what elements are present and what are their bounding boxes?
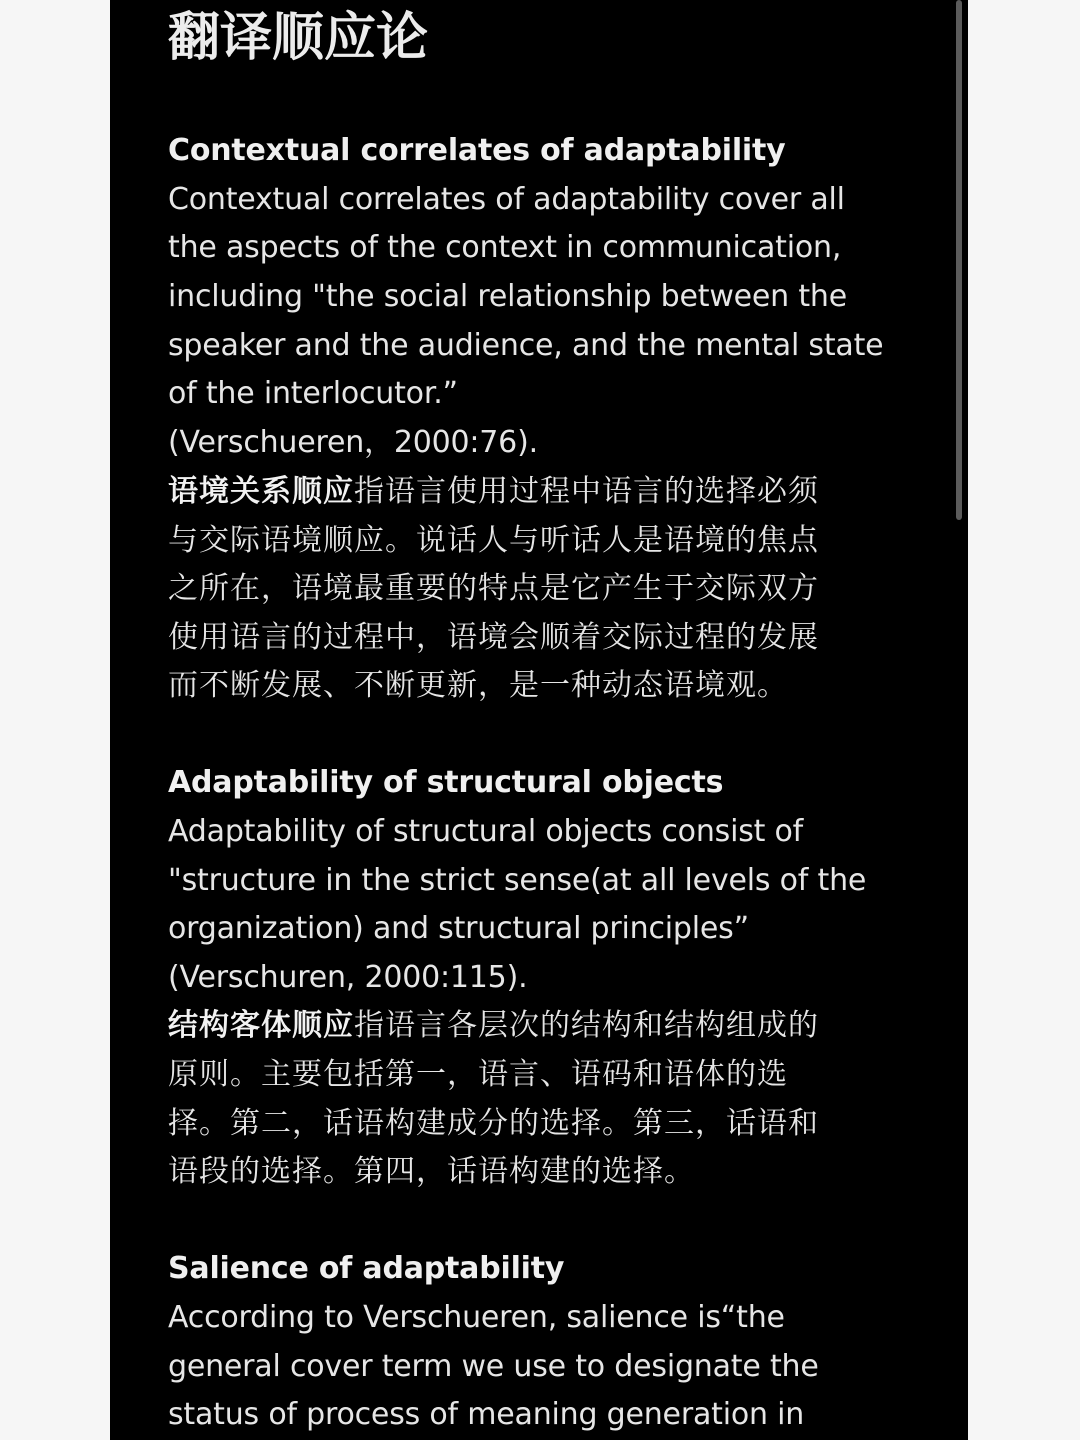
chinese-term-bold: 语境关系顺应 <box>168 474 354 509</box>
note-title: 翻译顺应论 <box>168 8 429 68</box>
chinese-text-line: 择。第二，话语构建成分的选择。第三，话语和 <box>168 1106 819 1141</box>
chinese-paragraph-first-line <box>168 468 819 516</box>
chinese-text: 指语言各层次的结构和结构组成的 <box>354 1008 819 1043</box>
vertical-scrollbar[interactable] <box>956 0 962 520</box>
section-heading-salience: Salience of adaptability <box>168 1251 565 1286</box>
note-screen[interactable] <box>110 0 968 1440</box>
chinese-term-bold: 结构客体顺应 <box>168 1008 354 1043</box>
chinese-text: 指语言使用过程中语言的选择必须 <box>354 474 819 509</box>
chinese-paragraph-first-line <box>168 1002 819 1050</box>
section-heading-structural-objects: Adaptability of structural objects <box>168 765 724 800</box>
chinese-text-line: 原则。主要包括第一，语言、语码和语体的选 <box>168 1057 788 1092</box>
chinese-text-line: 与交际语境顺应。说话人与听话人是语境的焦点 <box>168 523 819 558</box>
body-text-line: status of process of meaning generation in <box>168 1397 805 1432</box>
body-text-line: speaker and the audience, and the mental state <box>168 328 884 363</box>
body-text-line: general cover term we use to designate the <box>168 1349 819 1384</box>
citation-line: (Verschuren, 2000:115). <box>168 960 528 995</box>
chinese-text-line: 而不断发展、不断更新，是一种动态语境观。 <box>168 668 788 703</box>
body-text-line: According to Verschueren, salience is“the <box>168 1300 785 1335</box>
body-text-line: "structure in the strict sense(at all levels of the <box>168 863 867 898</box>
body-text-line: including "the social relationship between the <box>168 279 847 314</box>
section-heading-contextual-correlates: Contextual correlates of adaptability <box>168 133 786 168</box>
chinese-text-line: 之所在，语境最重要的特点是它产生于交际双方 <box>168 571 819 606</box>
chinese-text-line: 语段的选择。第四，话语构建的选择。 <box>168 1154 695 1189</box>
citation-line: (Verschueren，2000:76). <box>168 425 538 460</box>
body-text-line: organization) and structural principles” <box>168 911 749 946</box>
body-text-line: of the interlocutor.” <box>168 376 458 411</box>
body-text-line: the aspects of the context in communication, <box>168 230 842 265</box>
body-text-line: Contextual correlates of adaptability cover all <box>168 182 845 217</box>
body-text-line: Adaptability of structural objects consist of <box>168 814 804 849</box>
chinese-text-line: 使用语言的过程中，语境会顺着交际过程的发展 <box>168 620 819 655</box>
